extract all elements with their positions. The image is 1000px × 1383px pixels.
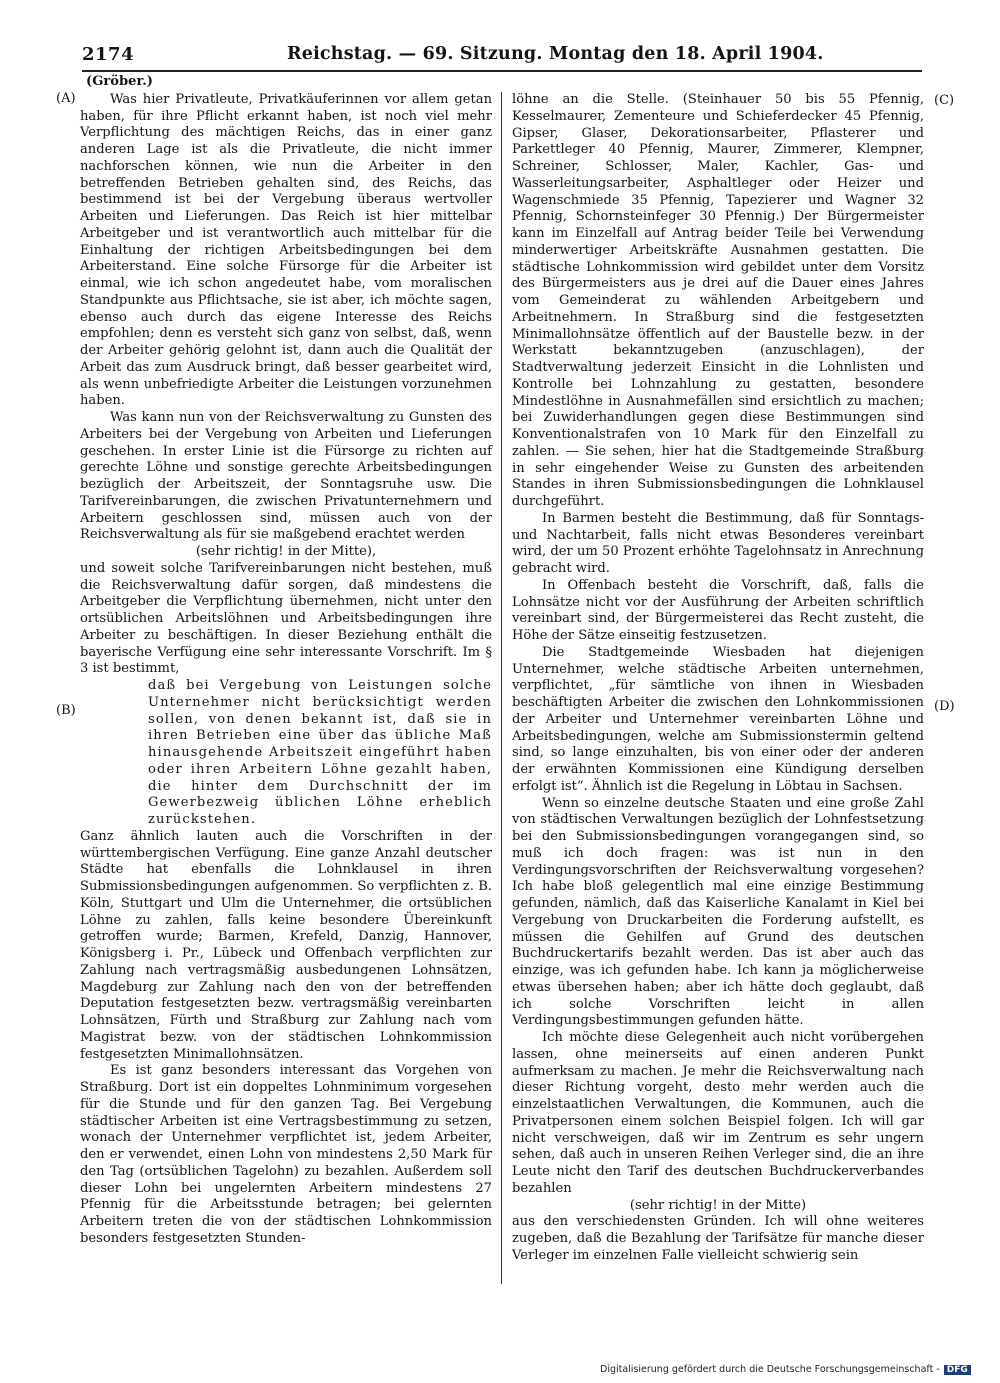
page-number: 2174 — [82, 44, 135, 65]
paragraph: Ich möchte diese Gelegenheit auch nicht vorübergehen lassen, ohne meinerseits auf einen anderen Punkt aufmerksam zu machen. Je mehr die Reichsverwaltung nach dieser Richtung vorgeht, desto mehr werden auch die einzelstaatlichen Verwaltungen, die Kommunen, auch die Privatpersonen einem solchen Beispiel folgen. Ich will gar nicht verschweigen, daß wir im Zentrum es sehr ungern sehen, daß auch in unseren Reihen Verleger sind, die an ihre Leute nicht den Tarif des deutschen Buchdruckerverbandes bezahlen — [512, 1030, 924, 1196]
header-rule — [82, 70, 922, 72]
margin-mark-c: (C) — [934, 93, 955, 108]
paragraph: Was hier Privatleute, Privatkäuferinnen vor allem getan haben, für ihre Pflicht erkannt haben, ist noch viel mehr Verpflichtung des mächtigen Reichs, das in einer ganz anderen Lage ist als die Privatleute, die nicht immer nachforschen können, wie nun die Arbeiter in den betreffenden Betrieben gehalten sind, des Reichs, das bestimmend ist bei der Vergebung überaus wertvoller Arbeiten und Lieferungen. Das Reich ist hier mittelbar Arbeitgeber und ist verantwortlich auch mittelbar für die Einhaltung der richtigen Arbeitsbedingungen bei dem Arbeiterstand. Eine solche Fürsorge für die Arbeiter ist einmal, wie ich schon angedeutet habe, vom moralischen Standpunkte aus Pflichtsache, sie ist aber, ich möchte sagen, ebenso auch durch das eigene Interesse des Reichs empfohlen; denn es versteht sich ganz von selbst, daß, wenn der Arbeiter gehörig gelohnt ist, dann auch die Qualität der Arbeit das zum Ausdruck bringt, daß besser gearbeitet wird, als wenn unbefriedigte Arbeiter die Leistungen vorzunehmen haben. — [80, 91, 492, 409]
column-divider — [501, 92, 502, 1284]
page-header — [82, 44, 922, 70]
paragraph: Die Stadtgemeinde Wiesbaden hat diejenigen Unternehmer, welche städtische Arbeiten unternehmen, verpflichtet, „für sämtliche von ihnen in Wiesbaden beschäftigten Arbeiter die zwischen den Lohnkommissionen der Arbeiter und Unternehmer vereinbarten Löhne und Arbeitsbedingungen, welche am Submissionstermin geltend sind, so lange einzuhalten, bis von einer oder der anderen der erwähnten Kommissionen eine Kündigung derselben erfolgt ist“. Ähnlich ist die Regelung in Löbtau in Sachsen. — [512, 644, 924, 794]
margin-mark-b: (B) — [56, 703, 76, 718]
dfg-logo: DFG — [944, 1365, 971, 1375]
paragraph: Es ist ganz besonders interessant das Vorgehen von Straßburg. Dort ist ein doppeltes Lohnminimum vorgesehen für die Stunde und für den ganzen Tag. Bei Vergebung städtischer Arbeiten ist eine Vertragsbestimmung zu setzen, wonach der Unternehmer verpflichtet ist, jedem Arbeiter, den er verwendet, einen Lohn von mindestens 2,50 Mark für den Tag (ortsüblichen Tagelohn) zu bezahlen. Außerdem soll dieser Lohn bei ungelernten Arbeitern mindestens 27 Pfennig für die Arbeitsstunde betragen; bei gelernten Arbeitern treten die von der städtischen Lohnkommission besonders festgesetzten Stunden- — [80, 1063, 492, 1246]
paragraph: und soweit solche Tarifvereinbarungen nicht bestehen, muß die Reichsverwaltung dafür sorgen, daß mindestens die Arbeitgeber die Verpflichtung übernehmen, nicht unter den ortsüblichen Arbeitslöhnen und Arbeitsbedingungen ihre Arbeiter zu beschäftigen. In dieser Beziehung enthält die bayerische Verfügung eine sehr interessante Vorschrift. Im § 3 ist bestimmt, — [80, 560, 492, 677]
left-column — [80, 74, 492, 1248]
footer-text: Digitalisierung gefördert durch die Deutsche Forschungsgemeinschaft - — [600, 1364, 940, 1375]
interjection: (sehr richtig! in der Mitte), — [195, 544, 377, 559]
paragraph: Was kann nun von der Reichsverwaltung zu Gunsten des Arbeiters bei der Vergebung von Arbeiten und Lieferungen geschehen. In erster Linie ist die Fürsorge zu richten auf gerechte Löhne und sonstige gerechte Arbeitsbedingungen bezüglich der Arbeitszeit, der Sonntagsruhe usw. Die Tarifvereinbarungen, die zwischen Privatunternehmern und Arbeitern geschlossen sind, müssen auch von der Reichsverwaltung als für sie maßgebend erachtet werden — [80, 410, 492, 543]
paragraph: löhne an die Stelle. (Steinhauer 50 bis 55 Pfennig, Kesselmaurer, Zementeure und Schieferdecker 45 Pfennig, Gipser, Glaser, Dekorationsarbeiter, Pflasterer und Parkettleger 40 Pfennig, Maurer, Zimmerer, Klempner, Schreiner, Schlosser, Maler, Kachler, Gas- und Wasserleitungsarbeiter, Asphaltleger oder Heizer und Wagenschmiede 35 Pfennig, Tapezierer und Wagner 32 Pfennig, Schornsteinfeger 30 Pfennig.) Der Bürgermeister kann im Einzelfall auf Antrag beider Teile bei Verwendung minderwertiger Arbeitskräfte Ausnahmen gestatten. Die städtische Lohnkommission wird gebildet unter dem Vorsitz des Bürgermeisters aus je drei auf die Dauer eines Jahres vom Gemeinderat zu wählenden Arbeitgebern und Arbeitnehmern. In Straßburg sind die festgesetzten Minimallohnsätze öffentlich auf der Baustelle bezw. in der Werkstatt bekanntzugeben (anzuschlagen), der Stadtverwaltung jederzeit Einsicht in die Lohnlisten und Kontrolle bei Lohnzahlung zu gestatten, besondere Mindestlöhne in Ausnahmefällen sind ersichtlich zu machen; bei Zuwiderhandlungen gegen diese Bestimmungen sind Konventionalstrafen von 10 Mark für den Einzelfall zu zahlen. — Sie sehen, hier hat die Stadtgemeinde Straßburg in sehr eingehender Weise zu Gunsten des arbeitenden Standes in ihren Submissionsbedingungen die Lohnklausel durchgeführt. — [512, 92, 924, 509]
right-column — [512, 92, 924, 1265]
digitization-footer — [600, 1364, 971, 1375]
paragraph: In Offenbach besteht die Vorschrift, daß, falls die Lohnsätze nicht vor der Ausführung der Arbeiten schriftlich vereinbart sind, der Bürgermeisterei das Recht zusteht, die Höhe der Sätze einseitig festzusetzen. — [512, 577, 924, 643]
paragraph: Wenn so einzelne deutsche Staaten und eine große Zahl von städtischen Verwaltungen bezüglich der Lohnfestsetzung bei den Submissionsbedingungen vorangegangen sind, so muß ich doch fragen: was ist nun in den Verdingungsvorschriften der Reichsverwaltung vorgesehen? Ich habe bloß gelegentlich mal eine einzige Bestimmung gefunden, nämlich, daß das Kaiserliche Kanalamt in Kiel bei Vergebung von Druckarbeiten die Forderung aufstellt, es müssen die Gehilfen auf Grund des deutschen Buchdruckertarifs bezahlt werden. Das ist aber auch das einzige, was ich gefunden habe. Ich kann ja möglicherweise etwas übersehen haben; aber ich hätte doch geglaubt, daß ich solche Vorschriften leicht in allen Verdingungsbestimmungen gefunden hätte. — [512, 795, 924, 1029]
running-title: Reichstag. — 69. Sitzung. Montag den 18. April 1904. — [287, 44, 824, 64]
speaker-name: (Gröber.) — [86, 74, 153, 89]
quoted-provision: daß bei Vergebung von Leistungen solche Unternehmer nicht berücksichtigt werden sollen, von denen bekannt ist, daß sie in ihren Betrieben eine über das übliche Maß hinausgehende Arbeitszeit eingeführt haben oder ihren Arbeitern Löhne gezahlt haben, die hinter dem Durchschnitt der im Gewerbezweig üblichen Löhne erheblich zurückstehen. — [148, 678, 492, 827]
paragraph: aus den verschiedensten Gründen. Ich will ohne weiteres zugeben, daß die Bezahlung der Tarifsätze für manche dieser Verleger im einzelnen Falle vielleicht schwierig sein — [512, 1214, 924, 1263]
interjection: (sehr richtig! in der Mitte) — [629, 1197, 807, 1213]
margin-mark-d: (D) — [934, 699, 955, 714]
paragraph: In Barmen besteht die Bestimmung, daß für Sonntags- und Nachtarbeit, falls nicht etwas Besonderes vereinbart wird, der um 50 Prozent erhöhte Tagelohnsatz in Anrechnung gebracht wird. — [512, 510, 924, 576]
paragraph: Ganz ähnlich lauten auch die Vorschriften in der württembergischen Verfügung. Eine ganze Anzahl deutscher Städte hat ebenfalls die Lohnklausel in ihren Submissionsbedingungen aufgenommen. So verpflichten z. B. Köln, Stuttgart und Ulm die Unternehmer, die ortsüblichen Löhne zu zahlen, falls keine besondere Übereinkunft getroffen wurde; Barmen, Krefeld, Danzig, Hannover, Königsberg i. Pr., Lübeck und Offenbach verpflichten zur Zahlung nach vertragsmäßig ausbedungenen Lohnsätzen, Magdeburg zur Zahlung nach den von der betreffenden Deputation festgesetzten bezw. vertragsmäßig vereinbarten Lohnsätzen, Fürth und Straßburg zur Zahlung nach vom Magistrat bezw. von der städtischen Lohnkommission festgesetzten Minimallohnsätzen. — [80, 828, 492, 1062]
margin-mark-a: (A) — [56, 91, 76, 106]
